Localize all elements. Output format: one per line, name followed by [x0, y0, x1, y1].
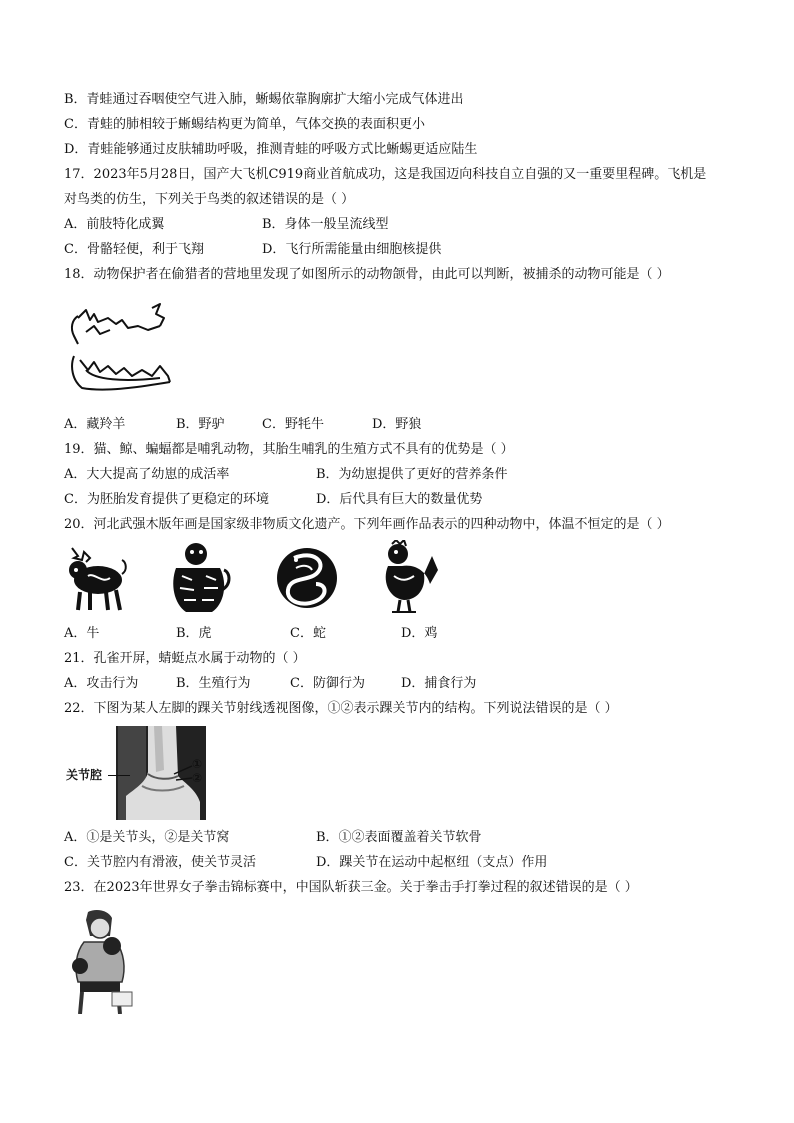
q23-stem: 23．在2023年世界女子拳击锦标赛中，中国队斩获三金。关于拳击手打拳过程的叙述错误的是（ ）	[64, 880, 638, 895]
q17-option-b: B．身体一般呈流线型	[262, 217, 389, 232]
structure-2-label: ②	[192, 771, 203, 785]
q18-option-d: D．野狼	[372, 417, 422, 432]
q22-option-b: B．①②表面覆盖着关节软骨	[316, 830, 482, 845]
q21-option-b: B．生殖行为	[176, 676, 251, 691]
q17-option-c: C．骨骼轻便，利于飞翔	[64, 242, 204, 257]
q22-option-a: A．①是关节头，②是关节窝	[64, 830, 230, 845]
structure-1-label: ①	[192, 757, 203, 771]
q19-option-b: B．为幼崽提供了更好的营养条件	[316, 467, 508, 482]
q17-stem-line2: 对鸟类的仿生，下列关于鸟类的叙述错误的是（ ）	[64, 192, 355, 207]
q16-option-d: D．青蛙能够通过皮肤辅助呼吸，推测青蛙的呼吸方式比蜥蜴更适应陆生	[64, 142, 478, 157]
q18-option-a: A．藏羚羊	[64, 417, 126, 432]
q17-option-d: D．飞行所需能量由细胞核提供	[262, 242, 442, 257]
q18-stem: 18．动物保护者在偷猎者的营地里发现了如图所示的动物颌骨，由此可以判断，被捕杀的动物可能是（ ）	[64, 267, 670, 282]
q20-option-b: B．虎	[176, 626, 212, 641]
q20-stem: 20．河北武强木版年画是国家级非物质文化遗产。下列年画作品表示的四种动物中，体温不恒定的是（ ）	[64, 517, 670, 532]
q22-stem: 22．下图为某人左脚的踝关节射线透视图像，①②表示踝关节内的结构。下列说法错误的是（ ）	[64, 701, 618, 716]
jaw-bone-figure	[64, 296, 176, 406]
ox-woodcut-image	[62, 540, 128, 616]
joint-cavity-pointer	[108, 775, 130, 776]
q20-option-a: A．牛	[64, 626, 100, 641]
q18-option-b: B．野驴	[176, 417, 225, 432]
q20-option-d: D．鸡	[401, 626, 438, 641]
q21-stem: 21．孔雀开屏，蜻蜓点水属于动物的（ ）	[64, 651, 306, 666]
q21-option-d: D．捕食行为	[401, 676, 477, 691]
joint-cavity-label: 关节腔	[66, 768, 103, 782]
rooster-woodcut-image	[374, 540, 440, 616]
q17-stem-line1: 17．2023年5月28日，国产大飞机C919商业首航成功，这是我国迈向科技自立自强的又一重要里程碑。飞机是	[64, 167, 707, 182]
q20-option-c: C．蛇	[290, 626, 326, 641]
q16-option-c: C．青蛙的肺相较于蜥蜴结构更为简单，气体交换的表面积更小	[64, 117, 425, 132]
snake-woodcut-image	[274, 540, 340, 616]
q22-option-d: D．踝关节在运动中起枢纽（支点）作用	[316, 855, 548, 870]
q17-option-a: A．前肢特化成翼	[64, 217, 165, 232]
q19-option-c: C．为胚胎发育提供了更稳定的环境	[64, 492, 269, 507]
q16-option-b: B．青蛙通过吞咽使空气进入肺，蜥蜴依靠胸廓扩大缩小完成气体进出	[64, 92, 464, 107]
q19-option-d: D．后代具有巨大的数量优势	[316, 492, 483, 507]
q19-stem: 19．猫、鲸、蝙蝠都是哺乳动物，其胎生哺乳的生殖方式不具有的优势是（ ）	[64, 442, 514, 457]
q21-option-c: C．防御行为	[290, 676, 365, 691]
boxer-photo	[66, 908, 134, 1014]
q19-option-a: A．大大提高了幼崽的成活率	[64, 467, 230, 482]
q18-option-c: C．野牦牛	[262, 417, 324, 432]
tiger-woodcut-image	[166, 540, 232, 616]
q21-option-a: A．攻击行为	[64, 676, 139, 691]
q22-option-c: C．关节腔内有滑液，使关节灵活	[64, 855, 256, 870]
